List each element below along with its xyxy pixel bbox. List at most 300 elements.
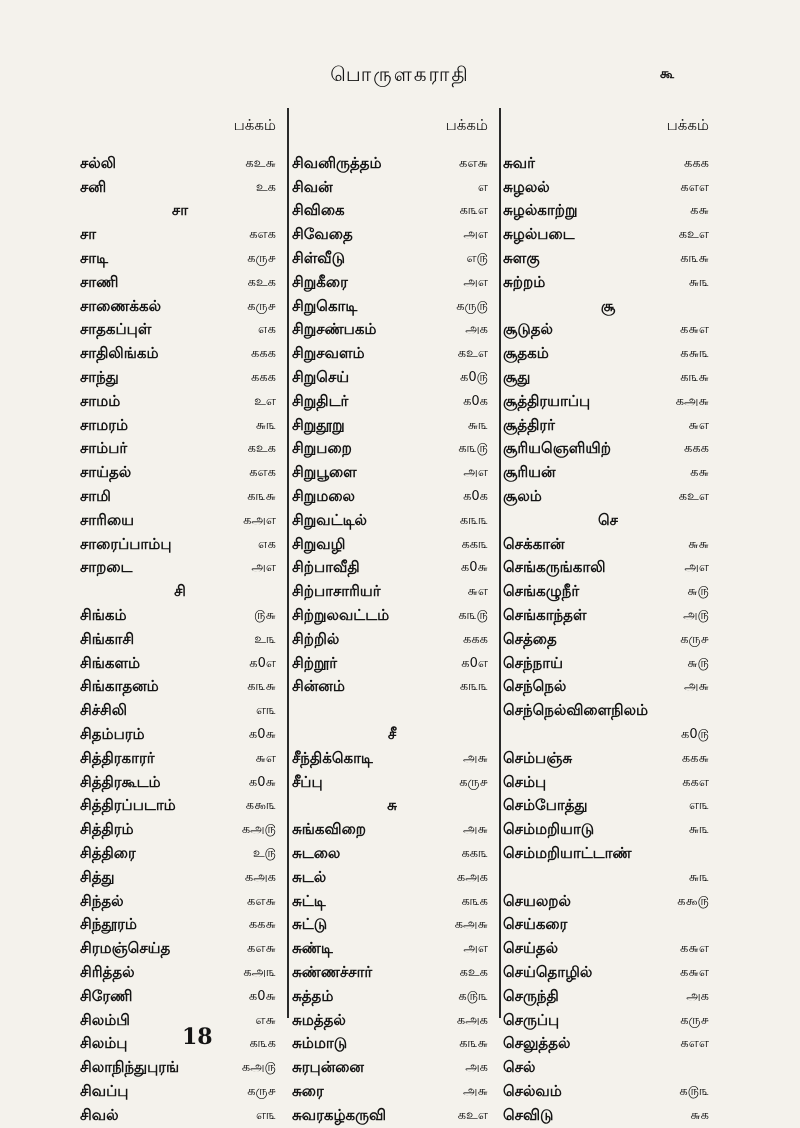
entry-word: சுண்ணச்சார்: [292, 962, 373, 981]
entry-page: கஎக: [249, 227, 276, 243]
entry-word: சும்மாடு: [292, 1034, 348, 1053]
entry-page: க௩௬: [247, 489, 276, 505]
index-entry: [503, 652, 713, 676]
entry-page: க௯௩: [245, 798, 276, 814]
entry-word: செங்கழுநீர்: [503, 582, 580, 601]
entry-word: சிறுசெய்: [292, 368, 350, 387]
index-entry: [292, 461, 492, 485]
entry-word: சூத்திரர்: [503, 415, 556, 434]
entry-word: சுவர்: [503, 153, 535, 172]
entry-page: ௬௩: [467, 417, 488, 433]
entry-page: க0௬: [248, 774, 276, 790]
index-entry: [292, 890, 492, 914]
entry-page: க0௬: [248, 988, 276, 1004]
index-entry: [292, 1056, 492, 1080]
entry-word: சிறுபறை: [292, 439, 352, 458]
entry-page: கக௬: [681, 750, 709, 766]
entry-page: க௬எ: [680, 322, 709, 338]
column-header: பக்கம்: [445, 116, 488, 134]
entry-word: சிறுகொடி: [292, 296, 358, 315]
index-entry: [80, 604, 280, 628]
entry-word: சுத்தம்: [292, 986, 334, 1005]
entry-page: க௬: [690, 465, 709, 481]
index-entry: [292, 1032, 492, 1056]
entry-word: செம்பு: [503, 772, 547, 791]
entry-page: க௩௫: [458, 441, 488, 457]
entry-page: ககஎ: [682, 774, 709, 790]
entry-word: செல்வம்: [503, 1081, 562, 1100]
column-header: பக்கம்: [233, 116, 276, 134]
entry-word: சிச்சிலி: [80, 701, 128, 720]
entry-word: சிறுகீரை: [292, 272, 348, 291]
entry-word: சூரியன்: [503, 463, 556, 482]
entry-word: சீந்திக்கொடி: [292, 748, 373, 767]
entry-page: கஉக: [247, 441, 276, 457]
entry-page: கஉ௬: [245, 155, 276, 171]
index-entry: [503, 200, 713, 224]
entry-page: க௬எ: [680, 964, 709, 980]
entry-word: சிறுதூறு: [292, 415, 345, 434]
entry-word: சித்திரம்: [80, 820, 134, 839]
entry-word: சுடல்: [292, 867, 327, 886]
entry-word: சிலம்பு: [80, 1034, 128, 1053]
entry-word: சிறுதிடர்: [292, 391, 349, 410]
entry-page: ககக: [251, 370, 276, 386]
entry-page: ௬௩: [688, 274, 709, 290]
index-entry: [80, 723, 280, 747]
column-divider: [287, 108, 289, 1018]
index-entry: [80, 152, 280, 176]
entry-word: சாய்தல்: [80, 463, 132, 482]
entry-list: [292, 152, 492, 1128]
entry-word: சிங்களம்: [80, 653, 141, 672]
index-entry: [80, 628, 280, 652]
entry-page: ௬௫: [687, 655, 709, 671]
index-entry: [503, 1009, 713, 1033]
index-entry: [292, 580, 492, 604]
entry-word: செயலறல்: [503, 891, 571, 910]
entry-page: க0௫: [681, 727, 709, 743]
entry-page: கஅ௬: [675, 393, 709, 409]
entry-page: ௬௬: [687, 536, 709, 552]
index-entry: [80, 557, 280, 581]
index-entry: [80, 342, 280, 366]
entry-word: சிரித்தல்: [80, 962, 135, 981]
index-entry: [292, 295, 492, 319]
entry-page: அ௫: [683, 608, 709, 624]
index-column-2: [292, 110, 492, 1124]
entry-page: க0௬: [460, 560, 488, 576]
entry-page: கஉஎ: [678, 227, 709, 243]
index-entry: [80, 485, 280, 509]
index-entry: [292, 509, 492, 533]
section-letter: சா: [171, 201, 189, 220]
index-entry: [503, 985, 713, 1009]
entry-page: அஎ: [463, 274, 488, 290]
index-entry: [292, 319, 492, 343]
index-entry: [503, 247, 713, 271]
entry-page: ௬௩: [255, 417, 276, 433]
index-entry: [503, 628, 713, 652]
entry-word: சின்னம்: [292, 677, 345, 696]
entry-page: ௬க: [690, 1107, 709, 1123]
entry-word: சுங்கவிறை: [292, 820, 366, 839]
entry-word: சிவிகை: [292, 201, 345, 220]
entry-word: சுளகு: [503, 249, 540, 268]
index-entry: [80, 366, 280, 390]
entry-page: கக௩: [461, 846, 488, 861]
entry-word: சுரை: [292, 1081, 324, 1100]
section-letter: சி: [174, 582, 186, 601]
entry-page: க௩௫: [458, 608, 488, 624]
index-entry: [503, 533, 713, 557]
index-column-3: [503, 110, 713, 1124]
index-entry: [292, 485, 492, 509]
index-entry: [80, 1032, 280, 1056]
entry-word: சா: [80, 225, 97, 244]
entry-page: கஅக: [456, 869, 488, 885]
entry-list: [503, 152, 713, 1128]
entry-word: சாமம்: [80, 391, 121, 410]
entry-word: சாணி: [80, 272, 119, 291]
entry-page: க௩௩: [459, 512, 488, 528]
entry-word: சல்லி: [80, 153, 117, 172]
entry-page: க௩௬: [680, 370, 709, 386]
entry-word: சிவன்: [292, 177, 333, 196]
entry-list: [80, 152, 280, 1128]
entry-page: க௯௫: [677, 893, 709, 909]
entry-page: ககக: [463, 631, 488, 647]
entry-word: சுழலல்: [503, 177, 550, 196]
index-entry: [503, 914, 713, 938]
entry-word: செவிடு: [503, 1105, 554, 1124]
entry-page: அஎ: [463, 941, 488, 957]
entry-word: சுழல்படை: [503, 225, 575, 244]
entry-word: செக்கான்: [503, 534, 565, 553]
entry-word: செங்கருங்காலி: [503, 558, 606, 577]
index-entry: [292, 1104, 492, 1128]
entry-page: கரு௪: [680, 631, 709, 647]
index-entry: [292, 557, 492, 581]
entry-page: எ௫: [466, 251, 488, 267]
index-entry: [503, 676, 713, 700]
index-entry: [80, 937, 280, 961]
index-entry: [292, 961, 492, 985]
index-entry: [292, 914, 492, 938]
index-entry: [292, 247, 492, 271]
entry-page: க௩௬: [247, 679, 276, 695]
entry-word: சூடுதல்: [503, 320, 553, 339]
index-entry: [80, 985, 280, 1009]
folio-number: 18: [182, 1024, 213, 1050]
entry-page: ௬௩: [688, 822, 709, 838]
entry-page: ௫௬: [254, 608, 276, 624]
entry-page: கஅ௬: [454, 917, 488, 933]
entry-page: அ௬: [684, 679, 709, 695]
entry-page: கஉக: [247, 274, 276, 290]
index-entry: [503, 795, 713, 819]
entry-page: ககக: [251, 346, 276, 362]
index-entry: [503, 961, 713, 985]
index-entry: [503, 699, 713, 723]
entry-page: உ௫: [252, 846, 276, 861]
index-entry: [503, 866, 713, 890]
entry-page: கஎஎ: [680, 1036, 709, 1052]
index-entry: [80, 890, 280, 914]
index-entry: [292, 271, 492, 295]
entry-word: சிறுமலை: [292, 487, 356, 506]
entry-page: கஎ௬: [247, 941, 276, 957]
index-entry: [80, 223, 280, 247]
entry-word: சிறுவழி: [292, 534, 346, 553]
entry-word: சாமி: [80, 487, 111, 506]
entry-page: ககக: [684, 441, 709, 457]
entry-word: சித்திரகூடம்: [80, 772, 161, 791]
entry-page: அக: [465, 322, 488, 338]
index-entry: [292, 200, 492, 224]
entry-page: க௫௩: [458, 988, 488, 1004]
index-entry: [80, 295, 280, 319]
index-entry: [503, 818, 713, 842]
index-entry: [80, 747, 280, 771]
entry-page: எ௩: [688, 798, 709, 814]
index-entry: [503, 937, 713, 961]
entry-page: எ௩: [255, 703, 276, 719]
entry-page: க௬: [690, 203, 709, 219]
entry-word: செந்நாய்: [503, 653, 563, 672]
entry-page: கஎஎ: [680, 179, 709, 195]
entry-word: சாடி: [80, 249, 109, 268]
entry-word: செம்மறியாடு: [503, 820, 595, 839]
entry-page: கஉஎ: [457, 346, 488, 362]
entry-page: அ௬: [463, 1083, 488, 1099]
entry-word: செருந்தி: [503, 986, 559, 1005]
index-entry: [80, 842, 280, 866]
entry-page: க0க: [463, 489, 488, 505]
entry-word: சிறுபூளை: [292, 463, 357, 482]
entry-word: சித்திரப்படாம்: [80, 796, 176, 815]
entry-page: கஅ௫: [241, 1060, 276, 1076]
entry-word: சிற்றுலவட்டம்: [292, 606, 390, 625]
index-entry: [292, 366, 492, 390]
index-entry: [292, 866, 492, 890]
entry-page: ௭க: [257, 536, 276, 552]
index-entry: [503, 723, 713, 747]
entry-page: க0எ: [249, 655, 276, 671]
entry-page: கஎக: [249, 465, 276, 481]
entry-word: சாந்து: [80, 368, 119, 387]
entry-word: சிறுசவளம்: [292, 344, 365, 363]
entry-page: கஅக: [456, 1012, 488, 1028]
entry-word: சுமத்தல்: [292, 1010, 346, 1029]
entry-page: க௩எ: [459, 203, 488, 219]
index-entry: [292, 771, 492, 795]
entry-page: கஎ௬: [247, 893, 276, 909]
entry-page: க௩க: [461, 893, 488, 909]
entry-page: கஉஎ: [678, 489, 709, 505]
entry-word: சித்து: [80, 867, 115, 886]
entry-page: ௬எ: [688, 417, 709, 433]
entry-page: க௩௩: [459, 679, 488, 695]
entry-word: செத்தை: [503, 629, 557, 648]
index-entry: [80, 271, 280, 295]
entry-page: எ௩: [255, 1107, 276, 1123]
index-entry: [503, 890, 713, 914]
entry-page: அ௬: [463, 750, 488, 766]
entry-word: சூது: [503, 368, 531, 387]
entry-page: அஎ: [251, 560, 276, 576]
index-entry: [503, 842, 713, 866]
entry-word: சிற்றில்: [292, 629, 340, 648]
index-entry: [503, 176, 713, 200]
entry-page: கஅக: [244, 869, 276, 885]
entry-word: சிங்கம்: [80, 606, 127, 625]
entry-word: சாரைப்பாம்பு: [80, 534, 172, 553]
index-entry: [80, 652, 280, 676]
index-entry: [80, 866, 280, 890]
section-letter: செ: [598, 510, 618, 529]
entry-page: அஎ: [463, 227, 488, 243]
entry-word: சிற்பாவீதி: [292, 558, 360, 577]
entry-page: க௬௩: [680, 346, 709, 362]
index-entry: [80, 176, 280, 200]
entry-page: எ௬: [255, 1012, 276, 1028]
index-entry: [503, 414, 713, 438]
entry-word: சுட்டி: [292, 891, 326, 910]
index-entry: [292, 652, 492, 676]
index-entry: [80, 509, 280, 533]
entry-word: சிவப்பு: [80, 1081, 129, 1100]
entry-page: ௭க: [257, 322, 276, 338]
entry-page: கஎ௬: [459, 155, 488, 171]
entry-word: சிலாநிந்துபுரங்: [80, 1058, 180, 1077]
entry-word: செலுத்தல்: [503, 1034, 571, 1053]
index-entry: [503, 366, 713, 390]
entry-page: ௬எ: [467, 584, 488, 600]
index-entry: [503, 390, 713, 414]
section-letter: சு: [387, 796, 397, 815]
index-entry: [503, 438, 713, 462]
entry-page: கரு௪: [680, 1012, 709, 1028]
index-entry: [503, 223, 713, 247]
entry-word: செம்பஞ்சு: [503, 748, 573, 767]
page-title: பொருளகராதி: [330, 62, 470, 86]
entry-page: க0எ: [461, 655, 488, 671]
index-entry: [80, 699, 280, 723]
entry-word: சிங்காதனம்: [80, 677, 159, 696]
entry-page: கஅ௫: [241, 822, 276, 838]
entry-page: கரு௪: [247, 1083, 276, 1099]
index-entry: [503, 1032, 713, 1056]
entry-word: சுற்றம்: [503, 272, 546, 291]
entry-word: செந்நெல்விளைநிலம்: [503, 701, 649, 720]
entry-page: கரு௪: [247, 251, 276, 267]
index-entry: [503, 771, 713, 795]
index-entry: [503, 747, 713, 771]
index-entry: [80, 818, 280, 842]
entry-word: சாதிலிங்கம்: [80, 344, 159, 363]
entry-word: சாறடை: [80, 558, 133, 577]
entry-page: அக: [686, 988, 709, 1004]
index-entry: [503, 1080, 713, 1104]
index-entry: [292, 390, 492, 414]
index-entry: [292, 152, 492, 176]
entry-word: சனி: [80, 177, 107, 196]
index-entry: [503, 1056, 713, 1080]
entry-page: கரு௫: [456, 298, 488, 314]
index-entry: [292, 604, 492, 628]
entry-word: சாமரம்: [80, 415, 129, 434]
index-entry: [292, 1080, 492, 1104]
index-entry: [80, 438, 280, 462]
entry-word: சுண்டி: [292, 939, 333, 958]
blank-row: [292, 699, 492, 723]
entry-word: சிந்தூரம்: [80, 915, 137, 934]
entry-word: செல்: [503, 1058, 536, 1077]
entry-page: க௩க: [249, 1036, 276, 1052]
entry-word: சிறுசண்பகம்: [292, 320, 377, 339]
index-entry: [292, 1009, 492, 1033]
index-entry: [292, 223, 492, 247]
index-entry: [503, 557, 713, 581]
entry-word: சாம்பர்: [80, 439, 128, 458]
entry-page: கக௬: [248, 917, 276, 933]
entry-page: க௩௬: [680, 251, 709, 267]
entry-page: க0க: [463, 393, 488, 409]
index-entry: [503, 604, 713, 628]
index-entry: [292, 414, 492, 438]
index-entry: [292, 842, 492, 866]
section-letter: சூ: [600, 296, 616, 315]
entry-page: உக: [255, 179, 276, 195]
entry-page: க0௬: [248, 727, 276, 743]
index-entry: [292, 438, 492, 462]
entry-page: உ௩: [254, 631, 276, 647]
entry-word: சாரியை: [80, 510, 134, 529]
index-entry: [503, 271, 713, 295]
entry-page: ௬௩: [688, 869, 709, 885]
index-entry: [80, 914, 280, 938]
index-entry: [292, 342, 492, 366]
entry-page: கஉக: [459, 964, 488, 980]
entry-word: சுவரகழ்கருவி: [292, 1105, 387, 1124]
entry-word: சீப்பு: [292, 772, 323, 791]
index-entry: [80, 1056, 280, 1080]
index-entry: [80, 533, 280, 557]
entry-page: உஎ: [254, 393, 276, 409]
index-entry: [503, 461, 713, 485]
index-entry: [292, 176, 492, 200]
entry-word: சித்திரகாரர்: [80, 748, 155, 767]
entry-word: சிவேதை: [292, 225, 353, 244]
index-entry: [292, 985, 492, 1009]
column-divider: [499, 108, 501, 1018]
entry-word: சுடலை: [292, 844, 341, 862]
entry-page: க0௫: [460, 370, 488, 386]
index-entry: [80, 319, 280, 343]
entry-page: கஅஎ: [243, 512, 276, 528]
index-entry: [80, 676, 280, 700]
entry-page: ௬௫: [687, 584, 709, 600]
index-entry: [292, 818, 492, 842]
index-entry: [80, 795, 280, 819]
index-entry: [503, 152, 713, 176]
entry-word: சூரியஞெளியிற்: [503, 439, 611, 458]
section-letter: சீ: [387, 725, 397, 744]
entry-word: சிள்வீடு: [292, 249, 346, 268]
index-entry: [503, 580, 713, 604]
entry-page: ௬எ: [255, 750, 276, 766]
